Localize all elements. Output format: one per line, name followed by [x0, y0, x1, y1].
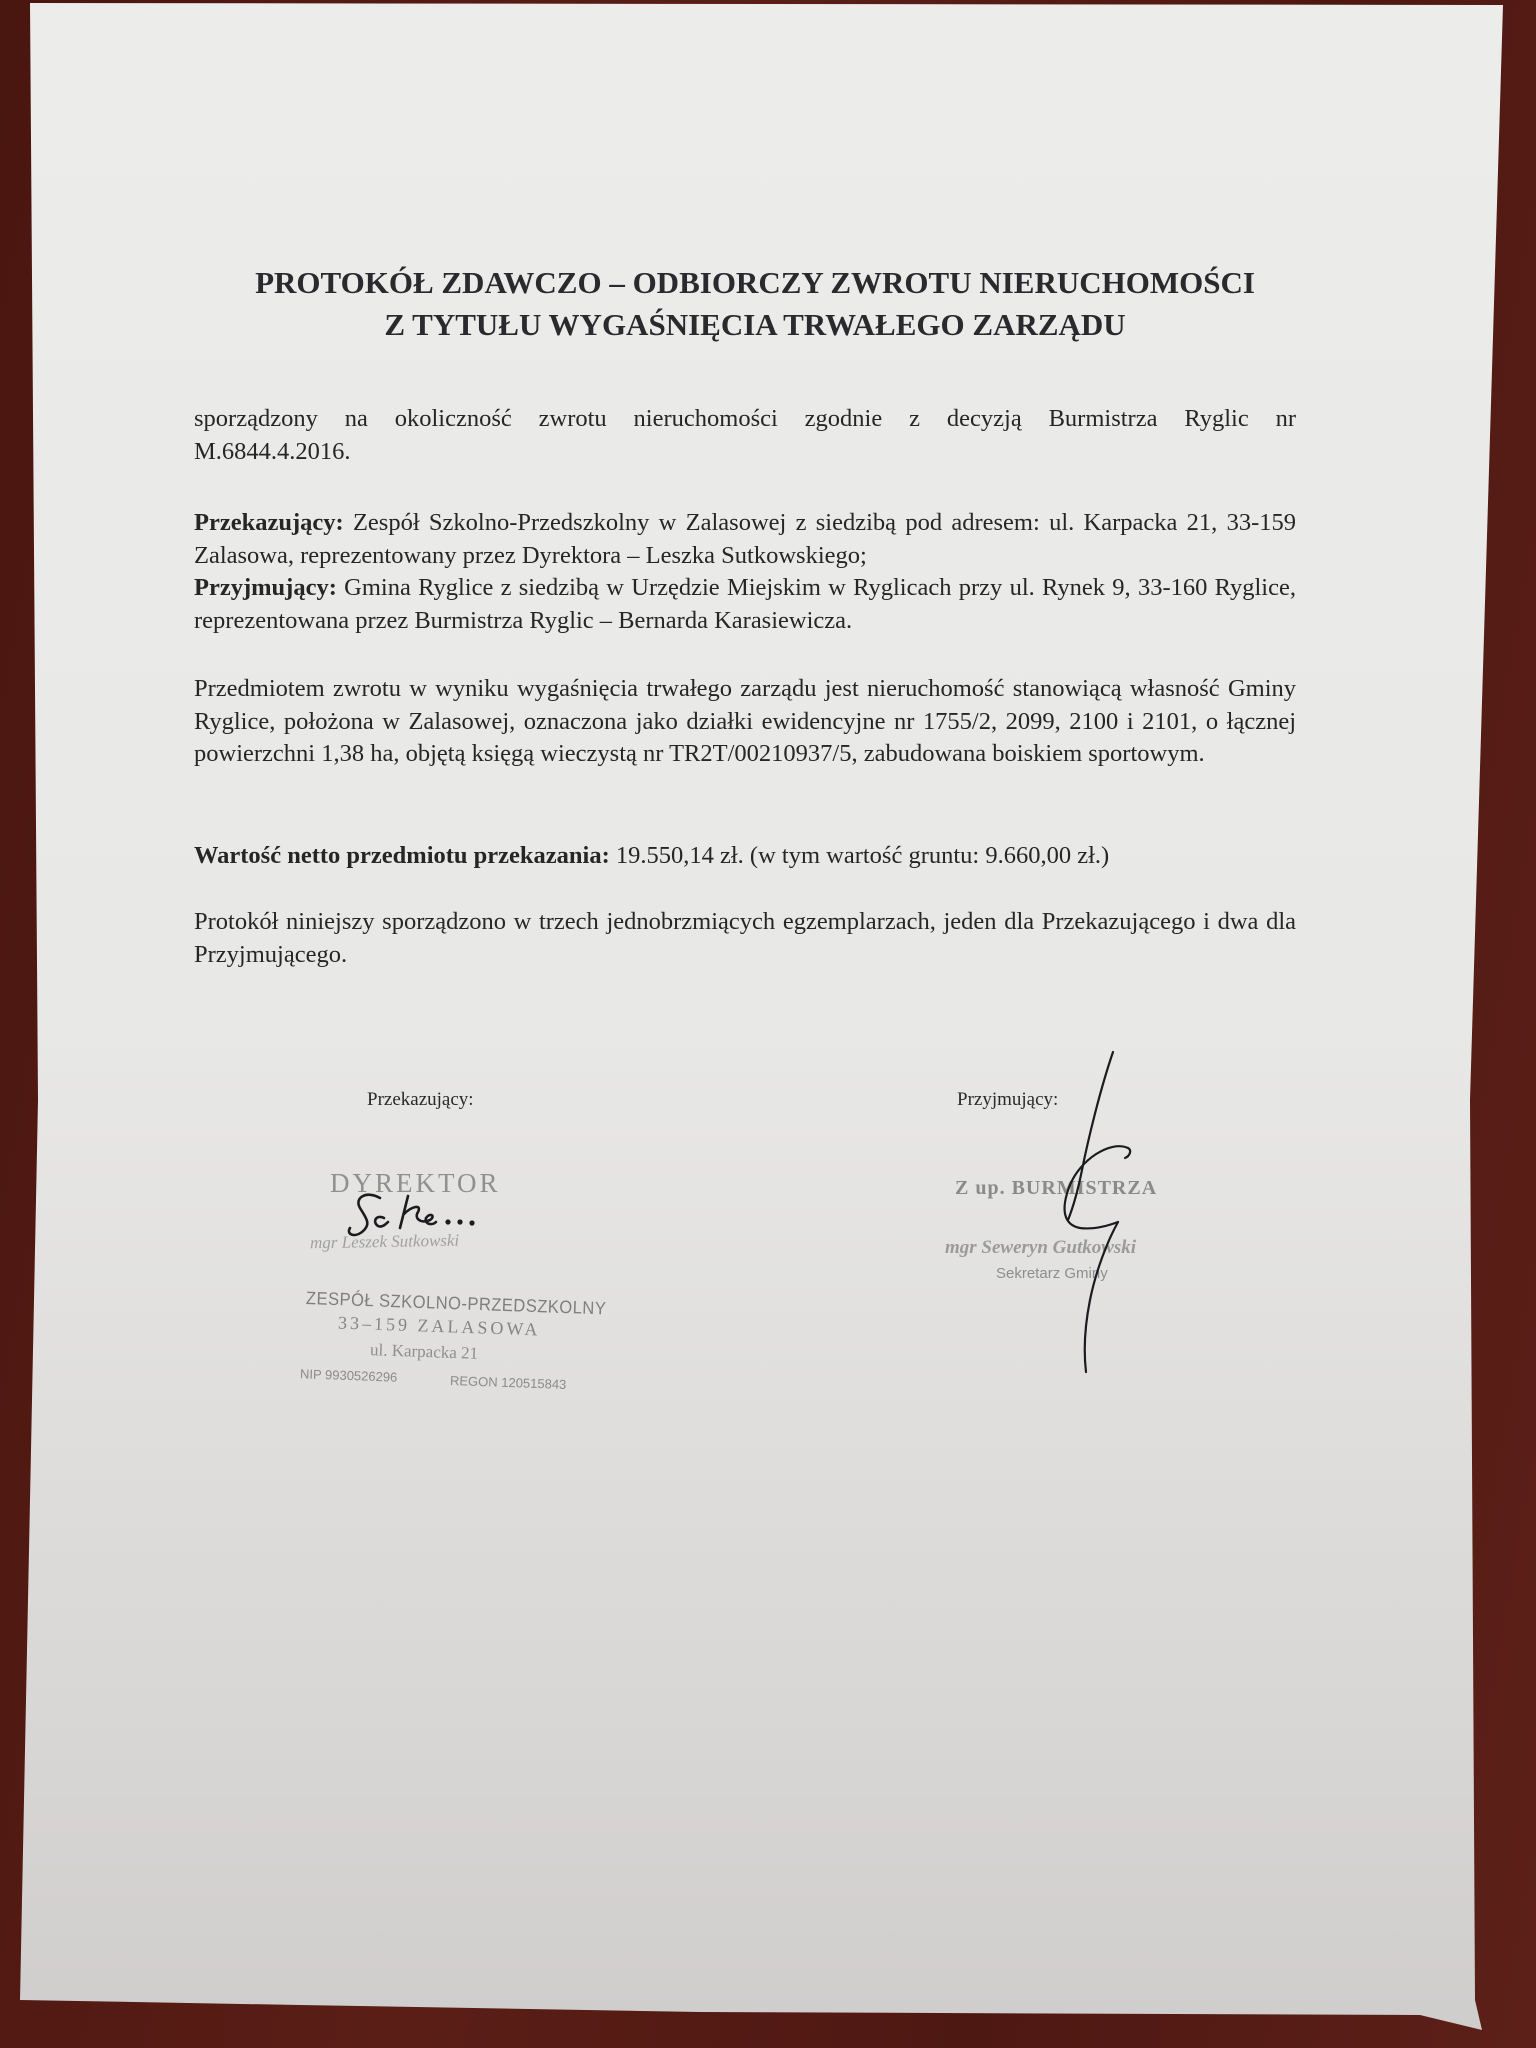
- closing-paragraph: Protokół niniejszy sporządzono w trzech jednobrzmiących egzemplarzach, jeden dla Przekazującego i dwa dla Przyjmującego.: [194, 908, 1296, 968]
- intro-line-1: sporządzony na okoliczność zwrotu nieruchomości zgodnie z decyzją Burmistrza Ryglic nr: [194, 405, 1296, 432]
- parties-paragraph: [194, 507, 1296, 637]
- value-text: 19.550,14 zł. (w tym wartość gruntu: 9.660,00 zł.): [609, 842, 1110, 869]
- document-title: [180, 262, 1330, 346]
- receiver-signature: [1065, 1052, 1131, 1372]
- school-stamp-regon: REGON 120515843: [449, 1372, 567, 1393]
- giver-text: Zespół Szkolno-Przedszkolny w Zalasowej z siedzibą pod adresem: ul. Karpacka 21, 33-159 Zalasowa, reprezentowany przez Dyrektora – Leszka Sutkowskiego;: [194, 509, 1296, 569]
- value-label: Wartość netto przedmiotu przekazania:: [194, 842, 610, 869]
- value-paragraph: [194, 840, 1296, 873]
- giver-signature: [349, 1195, 473, 1235]
- subject-paragraph: Przedmiotem zwrotu w wyniku wygaśnięcia trwałego zarządu jest nieruchomość stanowiącą własność Gminy Ryglice, położona w Zalasowej, oznaczona jako działki ewidencyjne nr 1755/2, 2099, 2100 i 2101, o łącznej powierzchni 1,38 ha, objętą księgą wieczystą nr TR2T/00210937/5, zabudowana boiskiem sportowym.: [194, 675, 1296, 767]
- director-stamp-name: mgr Leszek Sutkowski: [309, 1230, 460, 1253]
- school-stamp-nip: NIP 9930526296: [299, 1366, 398, 1385]
- giver-label: Przekazujący:: [194, 509, 344, 536]
- secretary-stamp-role: Sekretarz Gminy: [996, 1265, 1108, 1282]
- receiver-label: Przyjmujący:: [194, 574, 337, 601]
- receiver-signature-label: Przyjmujący:: [957, 1089, 1059, 1110]
- mayor-stamp-title: Z up. BURMISTRZA: [955, 1177, 1158, 1199]
- title-line-1: PROTOKÓŁ ZDAWCZO – ODBIORCZY ZWROTU NIERUCHOMOŚCI: [255, 265, 1255, 300]
- director-stamp-title: DYREKTOR: [330, 1168, 501, 1198]
- receiver-text: Gmina Ryglice z siedzibą w Urzędzie Miejskim w Ryglicach przy ul. Rynek 9, 33-160 Ryglice, reprezentowana przez Burmistrza Ryglic – Bernarda Karasiewicza.: [194, 574, 1296, 634]
- school-stamp-address: 33–159 ZALASOWA: [337, 1312, 541, 1340]
- secretary-stamp-name: mgr Seweryn Gutkowski: [945, 1237, 1137, 1258]
- receiver-party: [194, 572, 1296, 637]
- school-stamp-street: ul. Karpacka 21: [369, 1340, 479, 1363]
- title-line-2: Z TYTUŁU WYGAŚNIĘCIA TRWAŁEGO ZARZĄDU: [384, 307, 1126, 342]
- intro-paragraph: [194, 403, 1296, 468]
- school-stamp-org: ZESPÓŁ SZKOLNO-PRZEDSZKOLNY: [305, 1288, 607, 1319]
- intro-line-2: M.6844.4.2016.: [194, 437, 351, 465]
- giver-signature-label: Przekazujący:: [367, 1089, 474, 1110]
- giver-party: [194, 507, 1296, 572]
